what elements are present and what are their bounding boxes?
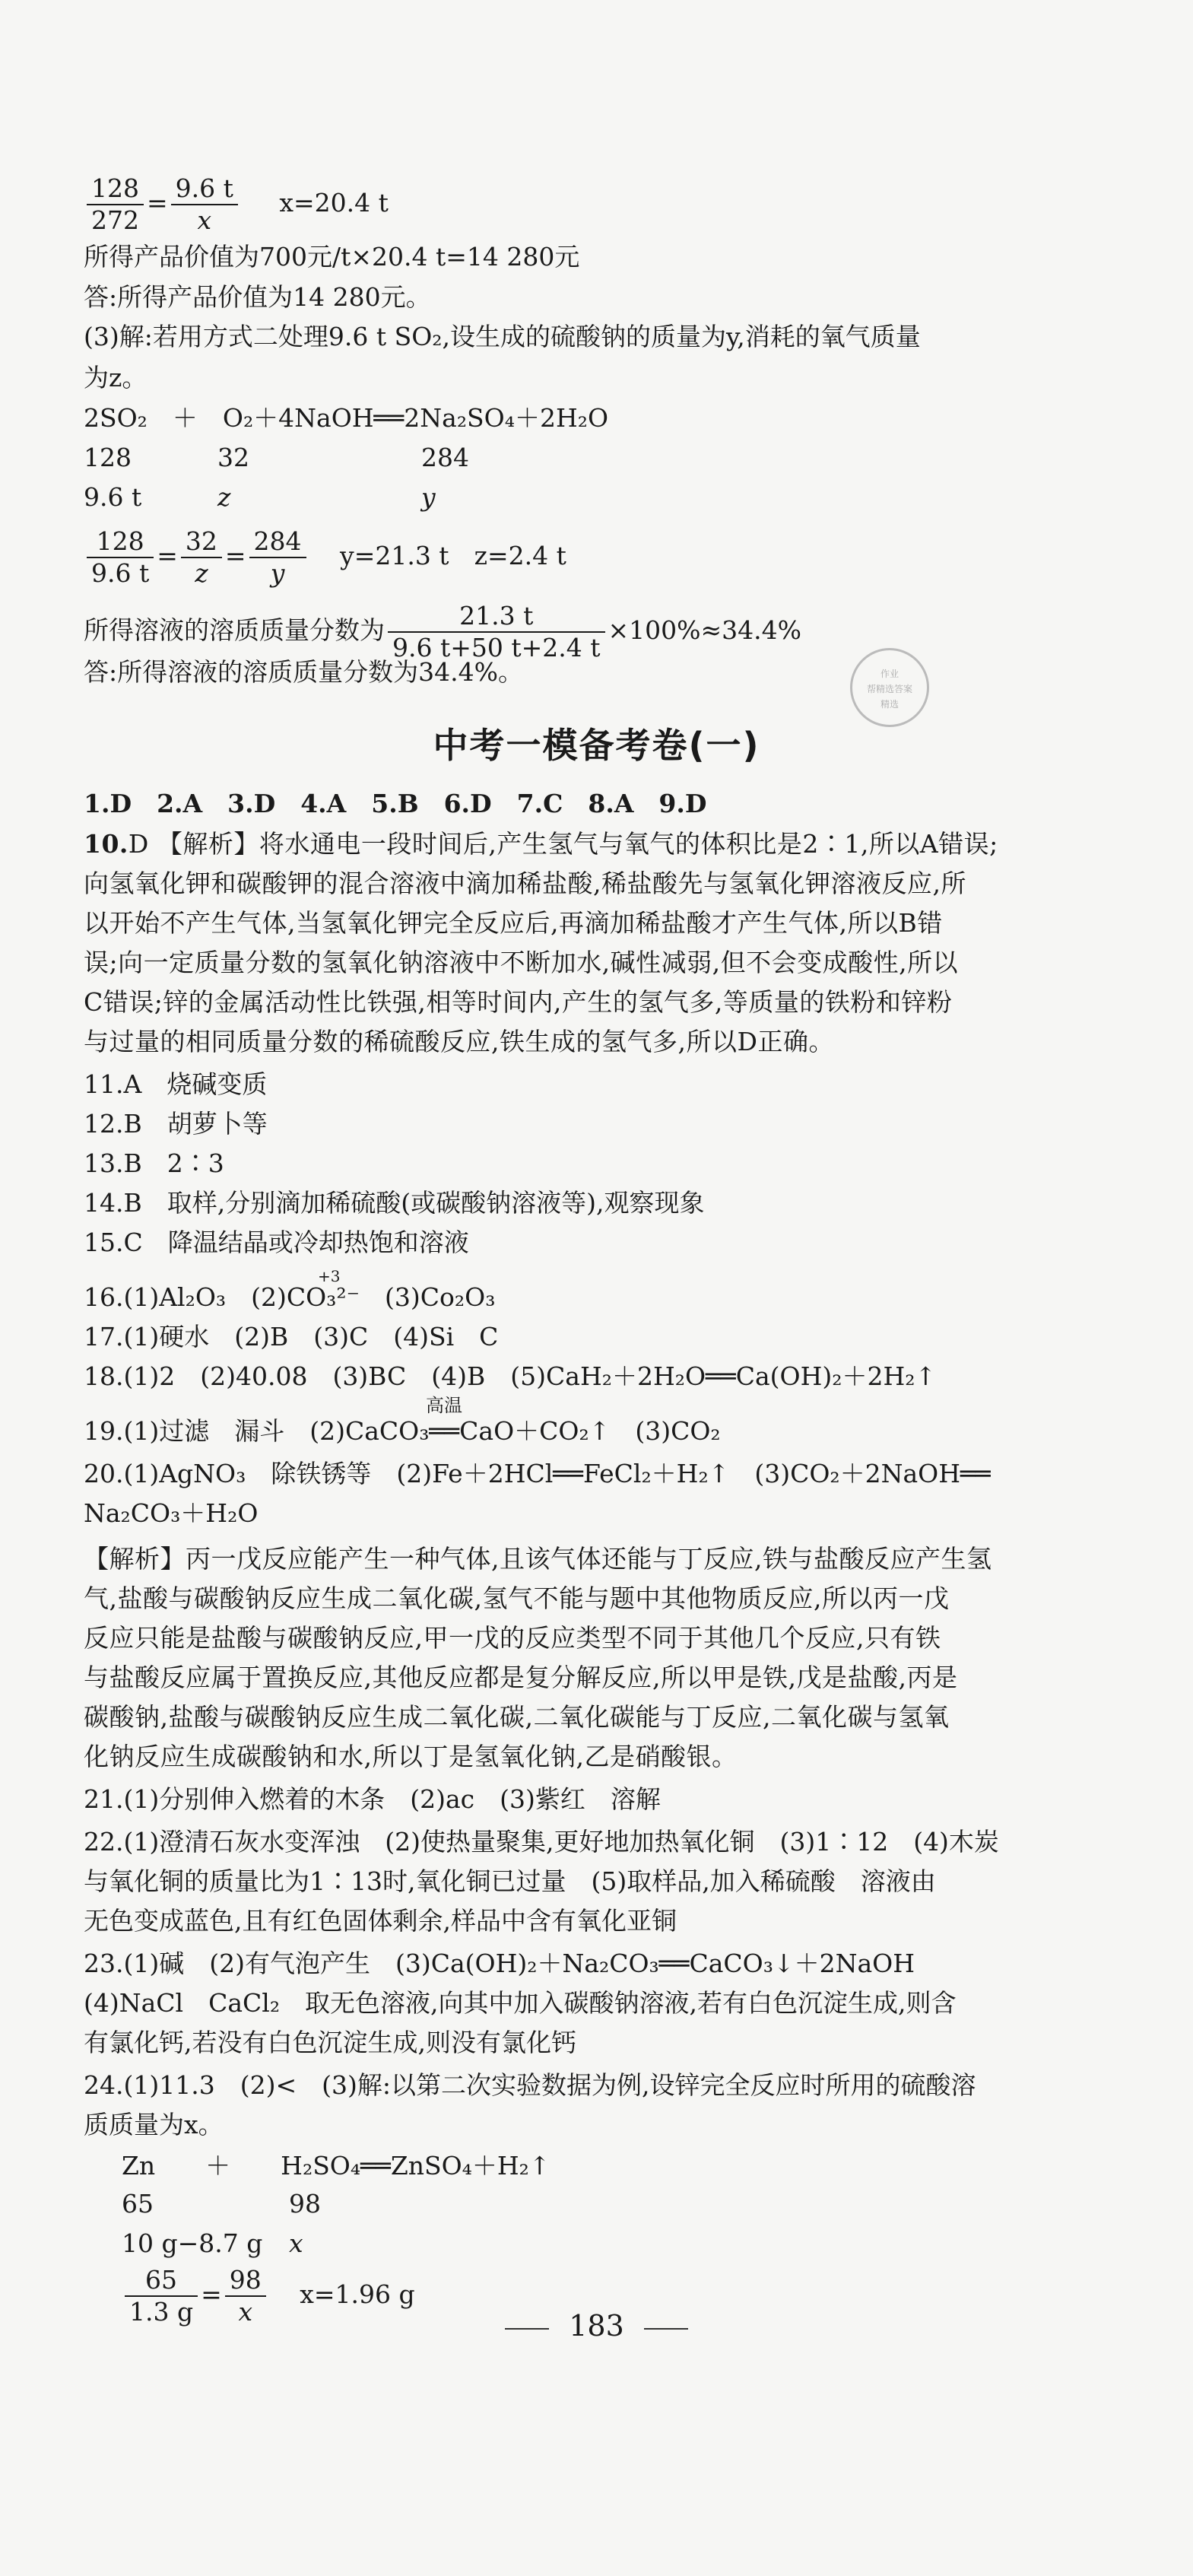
q10-line6: 与过量的相同质量分数的稀硫酸反应,铁生成的氢气多,所以D正确。 bbox=[84, 1027, 834, 1056]
q24-given-row bbox=[122, 2227, 303, 2260]
q10-line3: 以开始不产生气体,当氢氧化钾完全反应后,再滴加稀盐酸才产生气体,所以B错 bbox=[84, 908, 943, 938]
q20-explain6: 化钠反应生成碳酸钠和水,所以丁是氢氧化钠,乙是硝酸银。 bbox=[84, 1742, 738, 1771]
given-cell: 10 g−8.7 g bbox=[122, 2228, 263, 2258]
result-text: x=20.4 t bbox=[279, 188, 389, 218]
stamp-text: 精选 bbox=[880, 699, 899, 710]
frac-den: 1.3 g bbox=[129, 2297, 194, 2327]
value-line: 所得产品价值为700元/t×20.4 t=14 280元 bbox=[84, 242, 580, 272]
page-number: 183 bbox=[569, 2309, 624, 2343]
result-text: x=1.96 g bbox=[300, 2279, 415, 2309]
q10-text: D 【解析】将水通电一段时间后,产生氢气与氧气的体积比是2∶1,所以A错误; bbox=[128, 829, 998, 859]
q15: 15.C 降温结晶或冷却热饱和溶液 bbox=[84, 1228, 469, 1257]
equation-line: 2SO₂ ＋ O₂＋4NaOH══2Na₂SO₄＋2H₂O bbox=[84, 403, 609, 433]
frac-num: 32 bbox=[181, 526, 222, 558]
mass-cell: 128 bbox=[84, 443, 132, 472]
page-number-footer bbox=[0, 2309, 1193, 2343]
q11: 11.A 烧碱变质 bbox=[84, 1069, 268, 1099]
q22-line2: 与氧化铜的质量比为1∶13时,氧化铜已过量 (5)取样品,加入稀硫酸 溶液由 bbox=[84, 1866, 936, 1896]
frac-den: 9.6 t bbox=[91, 558, 150, 588]
q23-line3: 有氯化钙,若没有白色沉淀生成,则没有氯化钙 bbox=[84, 2028, 576, 2057]
given-row bbox=[84, 481, 436, 514]
q10-line1 bbox=[84, 827, 998, 861]
mass-cell: 65 bbox=[122, 2189, 154, 2219]
mass-cell: 284 bbox=[421, 443, 469, 472]
fraction-line-1 bbox=[84, 173, 389, 236]
given-cell: x bbox=[289, 2228, 303, 2258]
frac-den: 272 bbox=[91, 205, 139, 235]
q20-explain1: 【解析】丙一戊反应能产生一种气体,且该气体还能与丁反应,铁与盐酸反应产生氢 bbox=[84, 1544, 992, 1574]
q20-line2: Na₂CO₃＋H₂O bbox=[84, 1498, 259, 1528]
q24-mass-row bbox=[122, 2187, 321, 2221]
q10-line4: 误;向一定质量分数的氢氧化钠溶液中不断加水,碱性减弱,但不会变成酸性,所以 bbox=[84, 948, 959, 977]
question-number: 10. bbox=[84, 829, 129, 859]
frac-num: 98 bbox=[225, 2265, 266, 2297]
q20-explain4: 与盐酸反应属于置换反应,其他反应都是复分解反应,所以甲是铁,戊是盐酸,丙是 bbox=[84, 1663, 958, 1692]
q21: 21.(1)分别伸入燃着的木条 (2)ac (3)紫红 溶解 bbox=[84, 1784, 661, 1814]
q13: 13.B 2∶3 bbox=[84, 1148, 224, 1178]
part3-line2: 为z。 bbox=[84, 363, 148, 392]
frac-num: 128 bbox=[87, 173, 144, 205]
q14: 14.B 取样,分别滴加稀硫酸(或碳酸钠溶液等),观察现象 bbox=[84, 1188, 705, 1218]
valence-mark: +3 bbox=[318, 1267, 341, 1285]
q23-line1: 23.(1)碱 (2)有气泡产生 (3)Ca(OH)₂＋Na₂CO₃══CaCO₃↓＋2NaOH bbox=[84, 1949, 915, 1978]
frac-num: 284 bbox=[249, 526, 306, 558]
mc-answers-row: 1.D 2.A 3.D 4.A 5.B 6.D 7.C 8.A 9.D bbox=[84, 789, 707, 818]
stamp-seal bbox=[850, 648, 929, 727]
q24-equation: Zn ＋ H₂SO₄══ZnSO₄＋H₂↑ bbox=[122, 2151, 550, 2181]
fraction-line-2: $\frac{128}{9.6 t}$ = $\frac{32}{z}$ = $\frac{284}{y}$ y=21.3 t z=2.4 t bbox=[84, 526, 566, 589]
q12: 12.B 胡萝卜等 bbox=[84, 1109, 268, 1139]
frac-num: 21.3 t bbox=[388, 601, 605, 633]
dash-right bbox=[644, 2328, 688, 2330]
stamp-text: 帮精选答案 bbox=[866, 684, 912, 694]
result-text: y=21.3 t z=2.4 t bbox=[340, 541, 566, 570]
q22-line1: 22.(1)澄清石灰水变浑浊 (2)使热量聚集,更好地加热氧化铜 (3)1∶12 (4)木炭 bbox=[84, 1827, 999, 1857]
q10-line2: 向氢氧化钾和碳酸钾的混合溶液中滴加稀盐酸,稀盐酸先与氢氧化钾溶液反应,所 bbox=[84, 869, 966, 898]
part3-line1: (3)解:若用方式二处理9.6 t SO₂,设生成的硫酸钠的质量为y,消耗的氧气质量 bbox=[84, 322, 921, 351]
mass-row bbox=[84, 441, 469, 475]
q20-line1: 20.(1)AgNO₃ 除铁锈等 (2)Fe＋2HCl══FeCl₂＋H₂↑ (3)CO₂＋2NaOH══ bbox=[84, 1459, 991, 1488]
dash-left bbox=[505, 2328, 549, 2330]
given-cell: 9.6 t bbox=[84, 482, 142, 512]
frac-den: 9.6 t+50 t+2.4 t bbox=[392, 633, 601, 662]
mass-cell: 32 bbox=[217, 443, 249, 472]
section-title: 中考一模备考卷(一) bbox=[433, 725, 760, 766]
answer-1: 答:所得产品价值为14 280元。 bbox=[84, 282, 431, 312]
reaction-condition: 高温 bbox=[426, 1395, 462, 1416]
frac-num: 65 bbox=[125, 2265, 198, 2297]
q20-explain3: 反应只能是盐酸与碳酸钠反应,甲一戊的反应类型不同于其他几个反应,只有铁 bbox=[84, 1623, 941, 1653]
answer-2: 答:所得溶液的溶质质量分数为34.4%。 bbox=[84, 657, 523, 687]
frac-num: 9.6 t bbox=[171, 173, 238, 205]
q20-explain2: 气,盐酸与碳酸钠反应生成二氧化碳,氢气不能与题中其他物质反应,所以丙一戊 bbox=[84, 1583, 950, 1613]
q24-fraction-line: $\frac{65}{1.3 g}$ = $\frac{98}{x}$ x=1.96 g bbox=[122, 2265, 415, 2327]
q24-line2: 质质量为x。 bbox=[84, 2110, 224, 2139]
frac-den: x bbox=[238, 2297, 253, 2327]
frac-num: 128 bbox=[87, 526, 154, 558]
frac-den: x bbox=[197, 205, 212, 235]
percent-tail: ×100%≈34.4% bbox=[608, 615, 801, 645]
q17: 17.(1)硬水 (2)B (3)C (4)Si C bbox=[84, 1322, 499, 1352]
equals-sign: = bbox=[147, 188, 168, 218]
percent-line bbox=[84, 601, 801, 663]
q23-line2: (4)NaCl CaCl₂ 取无色溶液,向其中加入碳酸钠溶液,若有白色沉淀生成,则含 bbox=[84, 1988, 957, 2018]
frac-den: z bbox=[195, 558, 208, 588]
q16: 16.(1)Al₂O₃ (2)CO₃²⁻ (3)Co₂O₃ bbox=[84, 1282, 496, 1312]
stamp-text: 作业 bbox=[880, 669, 899, 679]
frac-den: y bbox=[270, 558, 285, 588]
given-cell: z bbox=[217, 482, 231, 512]
mass-cell: 98 bbox=[289, 2189, 321, 2219]
q24-line1: 24.(1)11.3 (2)< (3)解:以第二次实验数据为例,设锌完全反应时所用的硫酸溶 bbox=[84, 2070, 976, 2100]
q10-line5: C错误;锌的金属活动性比铁强,相等时间内,产生的氢气多,等质量的铁粉和锌粉 bbox=[84, 987, 953, 1017]
q18: 18.(1)2 (2)40.08 (3)BC (4)B (5)CaH₂＋2H₂O══Ca(OH)₂＋2H₂↑ bbox=[84, 1361, 937, 1391]
q22-line3: 无色变成蓝色,且有红色固体剩余,样品中含有氧化亚铜 bbox=[84, 1906, 677, 1936]
q20-explain5: 碳酸钠,盐酸与碳酸钠反应生成二氧化碳,二氧化碳能与丁反应,二氧化碳与氢氧 bbox=[84, 1702, 950, 1732]
percent-label: 所得溶液的溶质质量分数为 bbox=[84, 615, 385, 645]
given-cell: y bbox=[421, 482, 436, 512]
q19: 19.(1)过滤 漏斗 (2)CaCO₃══CaO＋CO₂↑ (3)CO₂ bbox=[84, 1416, 721, 1446]
